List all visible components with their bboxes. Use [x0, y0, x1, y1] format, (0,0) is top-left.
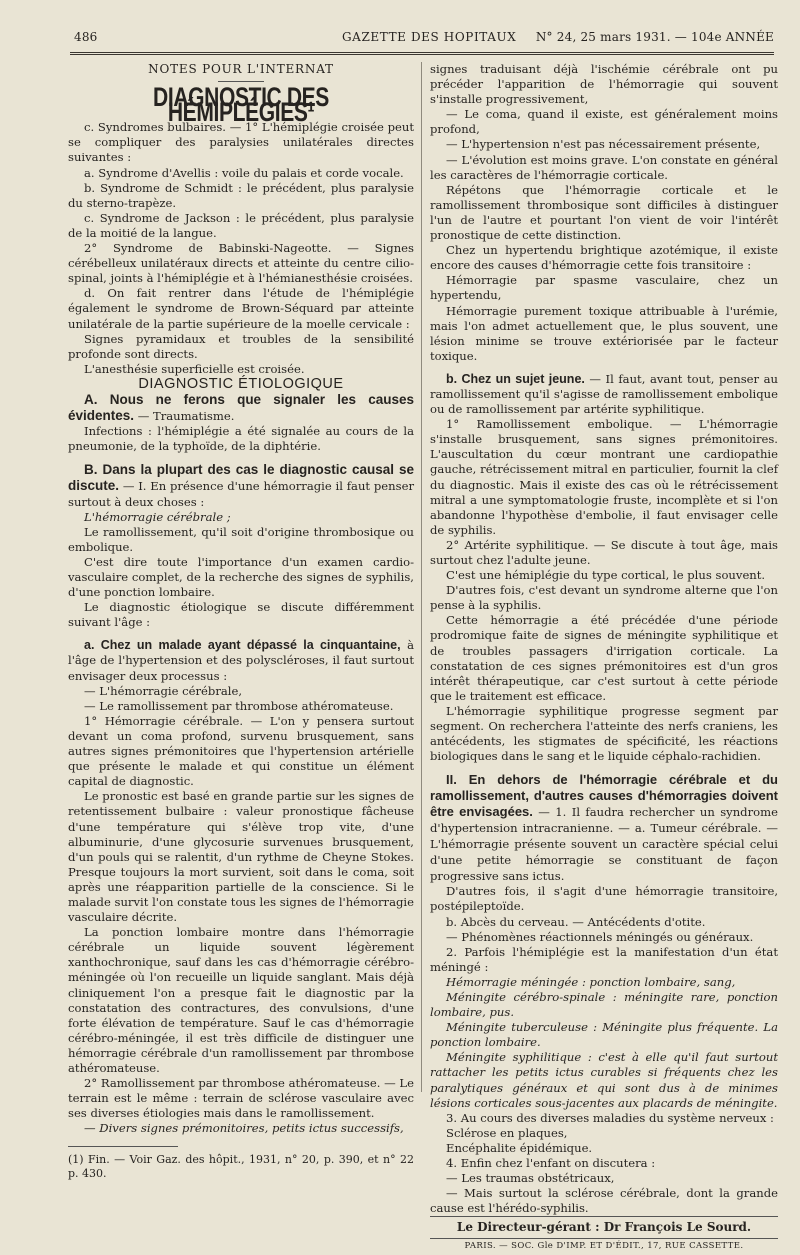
paragraph: c. Syndromes bulbaires. — 1° L'hémiplégie croisée peut se compliquer des paralysies unilatérales directes suivantes : — [68, 120, 414, 165]
paragraph: L'hémorragie cérébrale ; — [84, 509, 231, 524]
section-a2 — [68, 638, 414, 683]
header-rule — [70, 52, 774, 55]
paragraph: — L'hémorragie cérébrale, — [84, 683, 243, 698]
section-a-rest: — Traumatisme. — [134, 409, 235, 424]
section-ii-rest: — 1. Il faudra rechercher un syndrome d'hypertension intracranienne. — a. Tumeur cérébrale. — L'hémorragie présente souvent un caractère spécial celui d'une petite hémorragie se constituant de façon progressive sans ictus. — [430, 805, 778, 884]
section-ii — [430, 772, 778, 884]
section-kicker: NOTES POUR L'INTERNAT — [148, 62, 334, 76]
paragraph: Hémorragie par spasme vasculaire, chez un hypertendu, — [430, 273, 778, 303]
paragraph: Chez un hypertendu brightique azotémique, il existe encore des causes d'hémorragie cette fois transitoire : — [430, 243, 778, 273]
paragraph: a. Syndrome d'Avellis : voile du palais et corde vocale. — [84, 165, 404, 180]
paragraph: Le pronostic est basé en grande partie sur les signes de retentissement bulbaire : valeur pronostique fâcheuse d'une température qui s'élève trop vite, d'une albuminurie, d'une glycosurie survenues brusquement, d'un pouls qui se ralentit, d'un rythme de Cheyne Stokes. Presque toujours la mort survient, soit dans le coma, soit après une réapparition partielle de la conscience. Si le malade survit l'on constate tous les signes de l'hémorragie vasculaire décrite. — [68, 789, 414, 925]
paragraph: signes traduisant déjà l'ischémie cérébrale ont pu précéder l'apparition de l'hémorragie qui souvent s'installe progressivement, — [430, 62, 778, 107]
section-b — [68, 462, 414, 509]
paragraph: 1° Ramollissement embolique. — L'hémorragie s'installe brusquement, sans signes prémonitoires. L'auscultation du cœur montrant une cardiopathie gauche, rétrécissement mitral en particulier, fournit la clef du diagnostic. Mais il existe des cas où le rétrécissement mitral a une symptomatologie fruste, incomplète et si l'on abandonne l'hypothèse d'embolie, il faut envisager celle de syphilis. — [430, 417, 778, 537]
paragraph: Cette hémorragie a été précédée d'une période prodromique faite de signes de méningite syphilitique et de troubles passagers d'irrigation corticale. La constatation de ces signes prémonitoires est d'un gros intérêt thérapeutique, car c'est surtout à cette période que le traitement est efficace. — [430, 613, 778, 703]
paragraph: d. On fait rentrer dans l'étude de l'hémiplégie également le syndrome de Brown-Séquard par atteinte unilatérale de la partie supérieure de la moelle cervicale : — [68, 286, 414, 331]
section-b2-rest: — Il faut, avant tout, penser au ramollissement qu'il s'agisse de ramollissement embolique ou de ramollissement par artérite syphilitique. — [430, 371, 779, 417]
paragraph: Répétons que l'hémorragie corticale et le ramollissement thrombosique sont difficiles à distinguer l'un de l'autre et pourtant l'on vient de voir l'intérêt pronostique de cette distinction. — [430, 182, 778, 243]
paragraph: 4. Enfin chez l'enfant on discutera : — [446, 1156, 656, 1170]
paragraph: Méningite cérébro-spinale : méningite rare, ponction lombaire, pus. — [430, 989, 778, 1020]
issue-info: N° 24, 25 mars 1931. — 104e ANNÉE — [535, 30, 774, 44]
paragraph: Hémorragie méningée : ponction lombaire, sang, — [446, 974, 736, 989]
footnote: (1) Fin. — Voir Gaz. des hôpit., 1931, n° 20, p. 390, et n° 22 p. 430. — [68, 1153, 414, 1181]
paragraph: — Divers signes prémonitoires, petits ictus successifs, — [84, 1121, 404, 1136]
paragraph: Hémorragie purement toxique attribuable à l'urémie, mais l'on admet actuellement que, le plus souvent, une lésion minime se trouve extériorisée par le facteur toxique. — [430, 303, 778, 363]
paragraph: D'autres fois, c'est devant un syndrome alterne que l'on pense à la syphilis. — [430, 583, 778, 613]
printer-imprint: PARIS. — SOC. Gle D'IMP. ET D'ÉDIT., 17, RUE CASSETTE. — [464, 1241, 744, 1252]
paragraph: La ponction lombaire montre dans l'hémorragie cérébrale un liquide souvent légèrement xanthochronique, sauf dans les cas d'hémorragie cérébro-méningée où l'on recueille un liquide sanglant. Mais déjà cliniquement l'on a presque fait le diagnostic par la constatation des contractures, des convulsions, d'une forte élévation de température. Sauf le cas d'hémorragie cérébro-méningée, il est très difficile de distinguer une hémorragie cérébrale d'un ramollissement par thrombose athéromateuse. — [68, 925, 414, 1075]
page-number: 486 — [74, 30, 98, 44]
section-a-lead: A. Nous ne ferons que signaler les causes évidentes. — [68, 391, 414, 424]
section-ii-lead: II. En dehors de l'hémorragie cérébrale et du ramollissement, d'autres causes d'hémorragies doivent être envisagées. — [430, 772, 778, 820]
paragraph: 2. Parfois l'hémiplégie est la manifestation d'un état méningé : — [430, 944, 778, 974]
paragraph: Méningite tuberculeuse : Méningite plus fréquente. La ponction lombaire. — [430, 1020, 778, 1050]
paragraph: 3. Au cours des diverses maladies du système nerveux : — [446, 1110, 774, 1125]
paragraph: — Mais surtout la sclérose cérébrale, dont la grande cause est l'hérédo-syphilis. — [430, 1186, 778, 1216]
paragraph: 2° Ramollissement par thrombose athéromateuse. — Le terrain est le même : terrain de sclérose vasculaire avec ses diverses étiologies mais dans le ramollissement. — [68, 1076, 414, 1121]
paragraph: — Le ramollissement par thrombose athéromateuse. — [84, 698, 394, 713]
paragraph: Méningite syphilitique : c'est à elle qu'il faut surtout rattacher les petits ictus curables si fréquents chez les paralytiques généraux et qui sont dus à de minimes lésions corticales sous-jacentes aux placards de méningite. — [430, 1050, 778, 1110]
section-b2 — [430, 372, 778, 417]
paragraph: Le diagnostic étiologique se discute différemment suivant l'âge : — [68, 600, 414, 630]
journal-title: GAZETTE DES HOPITAUX — [342, 30, 517, 44]
paragraph: Infections : l'hémiplégie a été signalée au cours de la pneumonie, de la typhoïde, de la diphtérie. — [68, 424, 414, 454]
paragraph: — Les traumas obstétricaux, — [446, 1171, 615, 1186]
paragraph: D'autres fois, il s'agit d'une hémorragie transitoire, postépileptoïde. — [430, 884, 778, 914]
paragraph: L'hémorragie syphilitique progresse segment par segment. On recherchera l'atteinte des nerfs craniens, les antécédents, les stigmates de spécificité, les réactions biologiques dans le sang et le liquide céphalo-rachidien. — [430, 703, 778, 764]
paragraph: 2° Syndrome de Babinski-Nageotte. — Signes cérébelleux unilatéraux directs et atteinte du centre cilio-spinal, joints à l'hémiplégie et à l'hémianesthésie croisées. — [68, 241, 414, 286]
section-a2-rest: à l'âge de l'hypertension et des polyscléroses, il faut surtout envisager deux processus : — [68, 638, 414, 683]
paragraph: C'est une hémiplégie du type cortical, le plus souvent. — [446, 568, 766, 583]
section-b2-lead: b. Chez un sujet jeune. — [446, 371, 585, 386]
page-header — [70, 28, 774, 48]
right-column — [430, 62, 779, 1252]
section-b-rest: — I. En présence d'une hémorragie il faut penser surtout à deux choses : — [68, 479, 414, 509]
article-title: DIAGNOSTIC DES HÉMIPLÉGIES¹ — [153, 82, 329, 128]
left-column — [68, 62, 414, 1181]
paragraph: Le ramollissement, qu'il soit d'origine thrombosique ou embolique. — [68, 524, 414, 554]
paragraph: — Le coma, quand il existe, est généralement moins profond, — [430, 107, 778, 137]
paragraph: 1° Hémorragie cérébrale. — L'on y pensera surtout devant un coma profond, survenu brusquement, sans autres signes prémonitoires que l'hypertension artérielle que présente le malade et qui constitue un élément capital de diagnostic. — [68, 713, 414, 789]
paragraph: — L'hypertension n'est pas nécessairement présente, — [446, 137, 761, 152]
paragraph: Encéphalite épidémique. — [446, 1140, 593, 1155]
paragraph: 2° Artérite syphilitique. — Se discute à tout âge, mais surtout chez l'adulte jeune. — [430, 537, 778, 567]
paragraph: C'est dire toute l'importance d'un examen cardio-vasculaire complet, de la recherche des signes de syphilis, d'une ponction lombaire. — [68, 554, 414, 600]
paragraph: L'anesthésie superficielle est croisée. — [84, 361, 305, 376]
paragraph: Signes pyramidaux et troubles de la sensibilité profonde sont directs. — [68, 331, 414, 361]
paragraph: — L'évolution est moins grave. L'on constate en général les caractères de l'hémorragie corticale. — [430, 152, 778, 182]
footnote-rule — [68, 1146, 178, 1147]
section-a2-lead: a. Chez un malade ayant dépassé la cinquantaine, — [84, 638, 401, 653]
paragraph: c. Syndrome de Jackson : le précédent, plus paralysie de la moitié de la langue. — [68, 210, 414, 240]
paragraph: b. Syndrome de Schmidt : le précédent, plus paralysie du sterno-trapèze. — [68, 180, 414, 210]
section-subtitle: DIAGNOSTIC ÉTIOLOGIQUE — [138, 375, 344, 392]
director-signoff: Le Directeur-gérant : Dr François Le Sourd. — [430, 1216, 778, 1239]
column-divider — [421, 62, 422, 1092]
section-b-lead: B. Dans la plupart des cas le diagnostic causal se discute. — [68, 462, 414, 494]
paragraph: b. Abcès du cerveau. — Antécédents d'otite. — [446, 914, 706, 929]
paragraph: Sclérose en plaques, — [446, 1125, 568, 1140]
section-a — [68, 392, 414, 424]
paragraph: — Phénomènes réactionnels méningés ou généraux. — [446, 929, 754, 944]
